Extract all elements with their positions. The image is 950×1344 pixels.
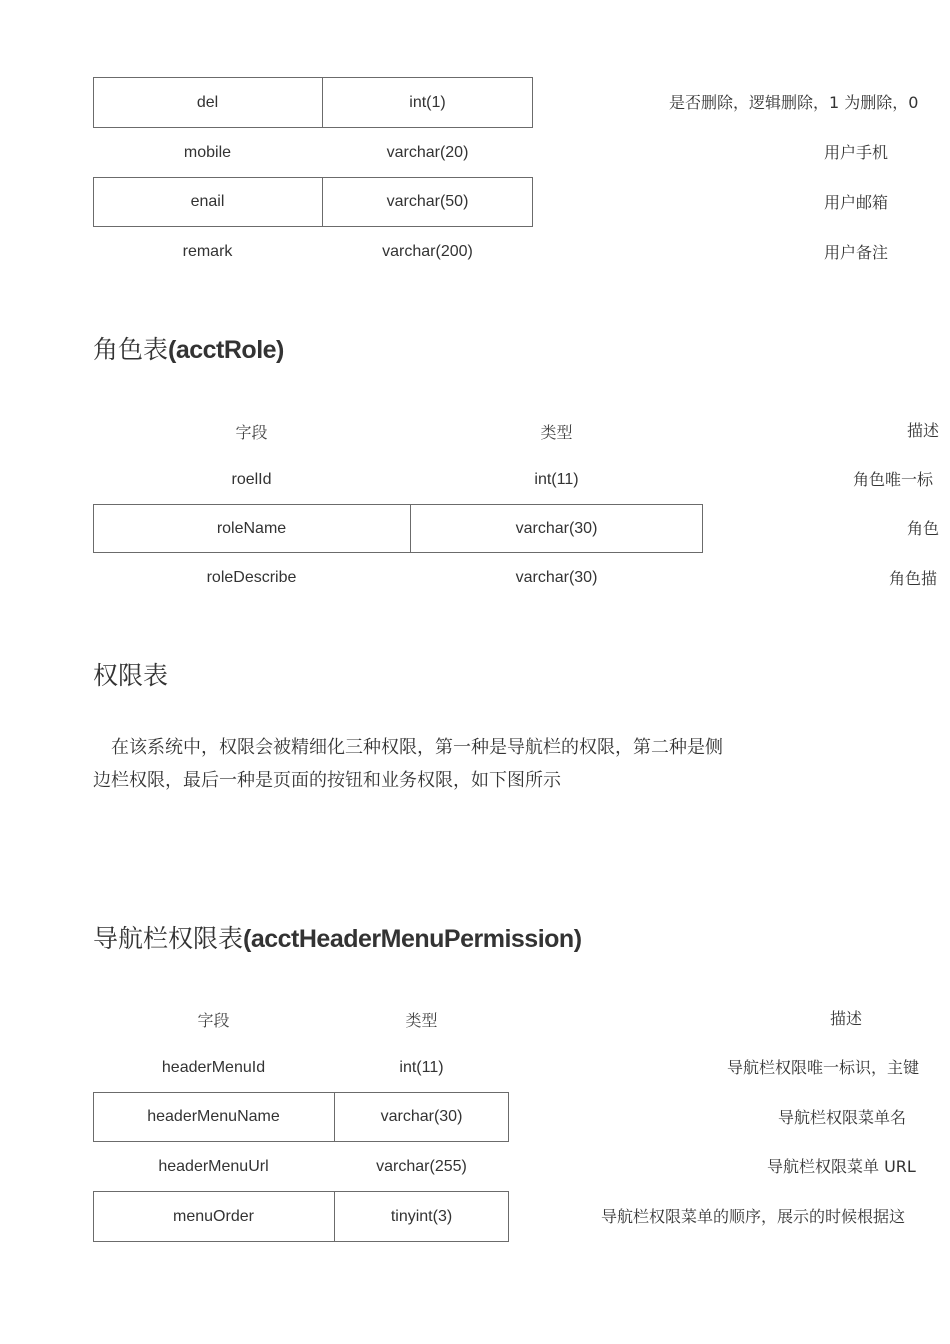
field-cell: del bbox=[196, 93, 219, 111]
title-cn: 角色表 bbox=[93, 335, 169, 364]
type-cell: varchar(50) bbox=[386, 193, 469, 210]
type-cell: varchar(30) bbox=[380, 1108, 463, 1125]
title-en: (acctRole) bbox=[168, 336, 284, 364]
field-cell: roleDescribe bbox=[206, 569, 297, 586]
header-menu-section-title bbox=[93, 923, 582, 955]
column-header-desc: 描述 bbox=[830, 1009, 863, 1028]
field-cell: headerMenuName bbox=[147, 1108, 280, 1125]
permission-paragraph-line-1: 在该系统中，权限会被精细化三种权限，第一种是导航栏的权限，第二种是侧 bbox=[111, 737, 723, 758]
desc-cell: 导航栏权限唯一标识，主键 bbox=[727, 1058, 920, 1077]
field-cell: headerMenuId bbox=[161, 1059, 266, 1076]
field-cell: roelId bbox=[231, 471, 272, 488]
column-header-field: 字段 bbox=[235, 422, 268, 442]
desc-cell: 角色 bbox=[907, 519, 940, 538]
column-header-type: 类型 bbox=[540, 422, 573, 442]
column-header-type: 类型 bbox=[405, 1010, 438, 1030]
type-cell: varchar(30) bbox=[515, 569, 598, 586]
desc-cell: 角色描 bbox=[889, 569, 938, 588]
desc-cell: 导航栏权限菜单 URL bbox=[767, 1157, 916, 1176]
type-cell: varchar(20) bbox=[386, 144, 469, 161]
desc-cell: 角色唯一标 bbox=[853, 470, 934, 489]
type-cell: varchar(30) bbox=[515, 519, 598, 537]
type-cell: int(1) bbox=[409, 93, 446, 111]
column-header-field: 字段 bbox=[197, 1010, 230, 1030]
type-cell: tinyint(3) bbox=[390, 1207, 453, 1225]
permission-paragraph-line-2: 边栏权限，最后一种是页面的按钮和业务权限，如下图所示 bbox=[93, 770, 561, 791]
field-cell: roleName bbox=[216, 519, 287, 537]
field-cell: menuOrder bbox=[173, 1207, 254, 1225]
type-cell: varchar(200) bbox=[382, 243, 473, 260]
field-cell: mobile bbox=[183, 144, 232, 161]
field-cell: headerMenuUrl bbox=[158, 1158, 269, 1175]
desc-cell: 用户邮箱 bbox=[824, 193, 889, 212]
type-cell: varchar(255) bbox=[376, 1158, 467, 1175]
desc-cell: 导航栏权限菜单的顺序，展示的时候根据这 bbox=[601, 1207, 906, 1226]
type-cell: int(11) bbox=[399, 1059, 444, 1076]
field-cell: remark bbox=[182, 243, 233, 260]
desc-cell: 是否删除，逻辑删除，1 为删除，0 bbox=[669, 93, 919, 112]
desc-cell: 导航栏权限菜单名 bbox=[778, 1108, 907, 1127]
column-header-desc: 描述 bbox=[907, 421, 940, 440]
type-cell: int(11) bbox=[534, 471, 579, 488]
role-section-title bbox=[93, 334, 284, 366]
title-en: (acctHeaderMenuPermission) bbox=[243, 925, 582, 953]
permission-section-title: 权限表 bbox=[93, 661, 169, 690]
field-cell: enail bbox=[190, 193, 225, 210]
desc-cell: 用户备注 bbox=[824, 243, 889, 262]
desc-cell: 用户手机 bbox=[824, 143, 889, 162]
title-cn: 导航栏权限表 bbox=[93, 924, 244, 953]
